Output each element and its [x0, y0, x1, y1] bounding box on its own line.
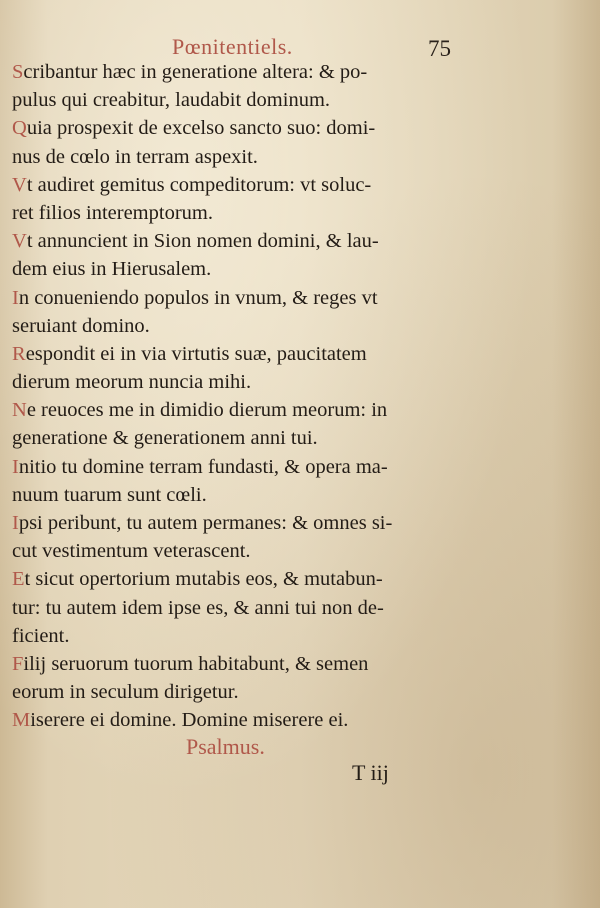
text-line: nuum tuarum sunt cœli.	[12, 483, 207, 506]
text-line: pulus qui creabitur, laudabit dominum.	[12, 89, 331, 112]
text-line	[12, 650, 482, 678]
text-line: eorum in seculum dirigetur.	[12, 681, 239, 704]
line-text: t annuncient in Sion nomen domini, & lau-	[26, 230, 379, 253]
rubric-initial: I	[12, 286, 19, 309]
text-line	[12, 565, 482, 593]
text-line: seruiant domino.	[12, 314, 150, 337]
verse	[12, 453, 482, 509]
text-line: dierum meorum nuncia mihi.	[12, 371, 252, 394]
rubric-initial: V	[12, 173, 27, 196]
text-line: generatione & generationem anni tui.	[12, 427, 318, 450]
rubric-initial: S	[12, 61, 24, 83]
text-line: ficient.	[12, 624, 70, 647]
line-text: nitio tu domine terram fundasti, & opera ma-	[18, 455, 388, 478]
text-line	[12, 396, 482, 424]
verse	[12, 340, 482, 396]
text-line: dem eius in Hierusalem.	[12, 258, 212, 281]
line-text: iserere ei domine. Domine miserere ei.	[30, 709, 349, 732]
text-line	[12, 284, 482, 312]
text-line	[12, 706, 482, 734]
rubric-initial: F	[12, 652, 24, 675]
verse	[12, 58, 482, 114]
text-line	[12, 453, 482, 481]
line-text: t audiret gemitus compeditorum: vt soluc-	[26, 173, 372, 196]
psalm-title: Psalmus.	[186, 734, 265, 759]
verse	[12, 565, 482, 650]
text-line	[12, 171, 482, 199]
text-line	[12, 340, 482, 368]
text-line	[12, 227, 482, 255]
verse	[12, 509, 482, 565]
line-text: psi peribunt, tu autem permanes: & omnes si-	[18, 512, 393, 534]
line-text: espondit ei in via virtutis suæ, paucitatem	[25, 342, 367, 365]
verse	[12, 650, 482, 706]
rubric-initial: M	[12, 709, 31, 732]
text-line: ret filios interemptorum.	[12, 201, 213, 224]
text-block	[12, 58, 482, 735]
text-line: tur: tu autem idem ipse es, & anni tui non de-	[12, 596, 384, 619]
signature-mark: T iij	[352, 760, 389, 785]
text-line	[12, 114, 482, 142]
line-text: e reuoces me in dimidio dierum meorum: in	[26, 399, 388, 422]
rubric-initial: E	[12, 568, 25, 591]
verse	[12, 706, 482, 734]
text-line: cut vestimentum veterascent.	[12, 540, 251, 563]
rubric-initial: I	[12, 512, 19, 534]
running-head: Pœnitentiels.	[172, 34, 293, 59]
text-line	[12, 509, 482, 537]
line-text: n conueniendo populos in vnum, & reges vt	[18, 286, 378, 309]
verse	[12, 114, 482, 170]
line-text: uia prospexit de excelso sancto suo: domi-	[26, 117, 376, 140]
line-text: t sicut opertorium mutabis eos, & mutabun-	[24, 568, 383, 591]
rubric-initial: Q	[12, 117, 27, 140]
verse	[12, 171, 482, 227]
line-text: ilij seruorum tuorum habitabunt, & semen	[23, 652, 369, 675]
verse	[12, 227, 482, 283]
verse	[12, 284, 482, 340]
rubric-initial: R	[12, 342, 26, 365]
rubric-initial: I	[12, 455, 19, 478]
rubric-initial: N	[12, 399, 27, 422]
page-number: 75	[428, 36, 451, 61]
line-text: cribantur hæc in generatione altera: & po-	[23, 61, 368, 83]
text-line	[12, 58, 482, 86]
verse	[12, 396, 482, 452]
rubric-initial: V	[12, 230, 27, 253]
text-line: nus de cœlo in terram aspexit.	[12, 145, 258, 168]
